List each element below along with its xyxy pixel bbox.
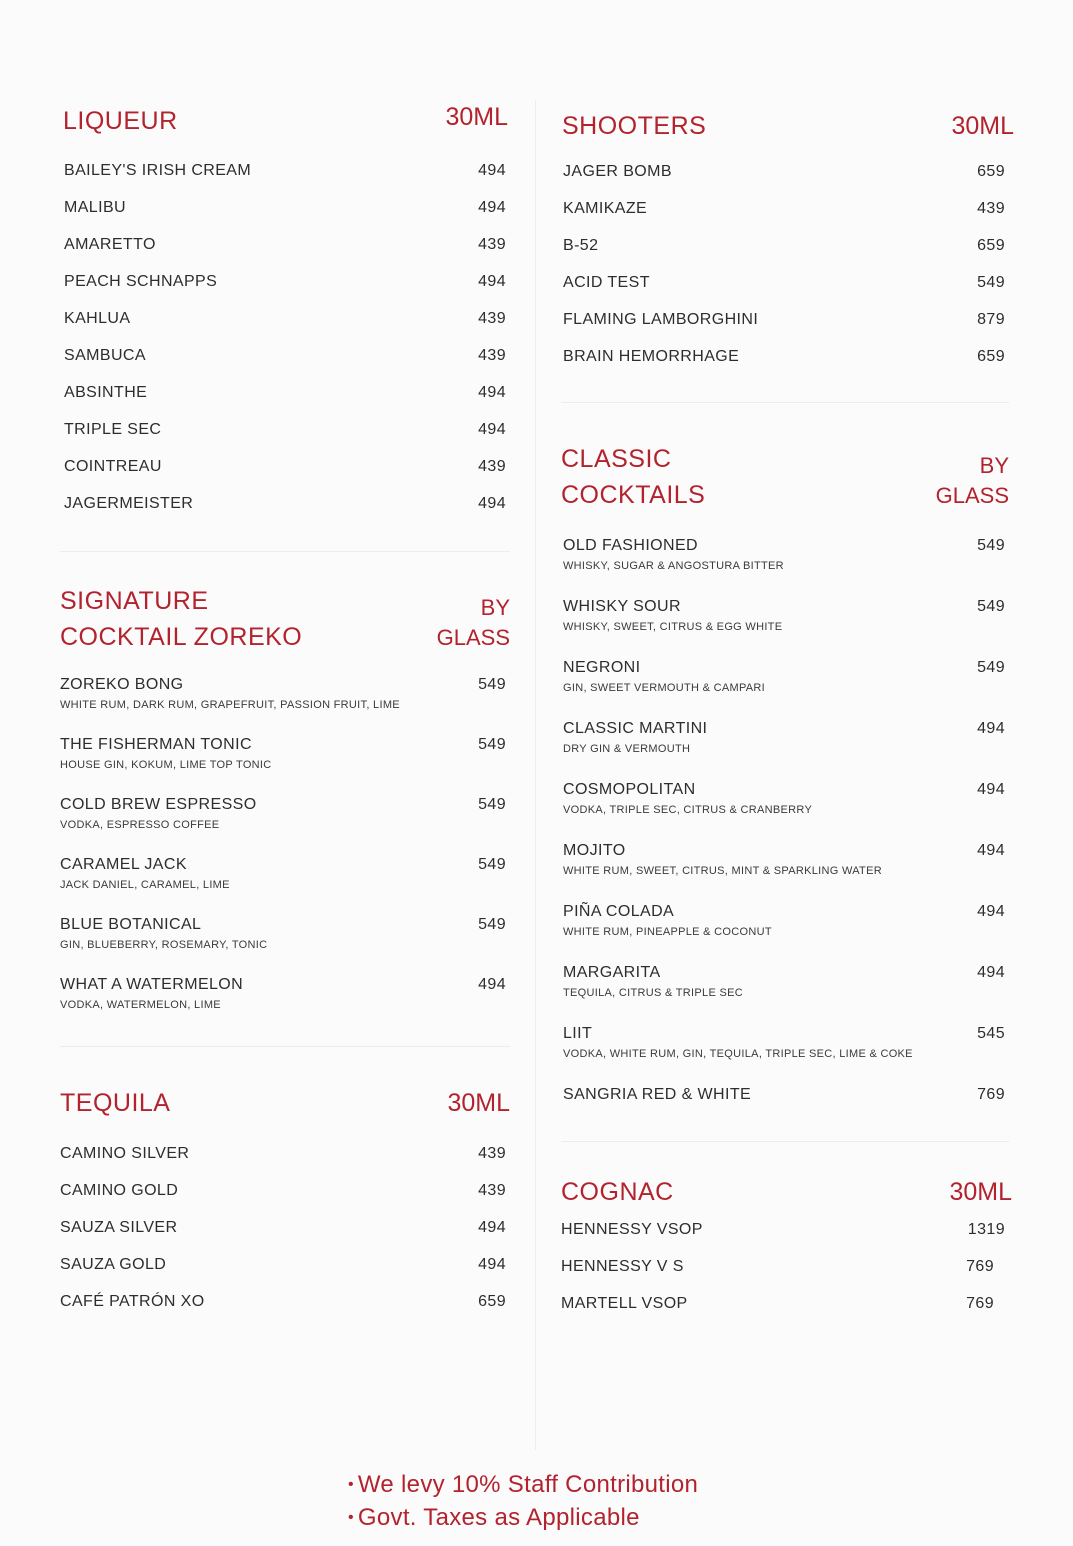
menu-item: CAFÉ PATRÓN XO 659	[60, 1293, 506, 1310]
menu-item: MARGARITA 494 TEQUILA, CITRUS & TRIPLE SEC	[563, 964, 1005, 999]
liqueur-unit: 30ML	[445, 103, 508, 131]
menu-item: HENNESSY V S 769	[561, 1258, 994, 1275]
menu-item: KAHLUA 439	[64, 310, 506, 327]
menu-item: CAMINO SILVER 439	[60, 1145, 506, 1162]
classic-title-line2: COCKTAILS	[561, 481, 706, 509]
tequila-section	[60, 1085, 510, 1329]
signature-section	[60, 583, 510, 1035]
liqueur-title: LIQUEUR	[63, 107, 178, 135]
section-divider	[561, 402, 1009, 403]
menu-item: WHAT A WATERMELON 494 VODKA, WATERMELON, LIME	[60, 976, 506, 1011]
menu-item: CAMINO GOLD 439	[60, 1182, 506, 1199]
menu-item: ZOREKO BONG 549 WHITE RUM, DARK RUM, GRAPEFRUIT, PASSION FRUIT, LIME	[60, 676, 506, 711]
section-divider	[60, 551, 510, 552]
menu-item: TRIPLE SEC 494	[64, 421, 506, 438]
menu-item: MALIBU 494	[64, 199, 506, 216]
shooters-title: SHOOTERS	[562, 112, 707, 140]
menu-item: ACID TEST 549	[563, 274, 1005, 291]
menu-item: SAUZA GOLD 494	[60, 1256, 506, 1273]
cognac-section	[561, 1174, 1012, 1331]
menu-item: KAMIKAZE 439	[563, 200, 1005, 217]
footer-notes	[348, 1470, 698, 1536]
menu-item: ABSINTHE 494	[64, 384, 506, 401]
classic-section	[561, 441, 1009, 1115]
menu-item: FLAMING LAMBORGHINI 879	[563, 311, 1005, 328]
menu-item: MOJITO 494 WHITE RUM, SWEET, CITRUS, MINT & SPARKLING WATER	[563, 842, 1005, 877]
shooters-section	[561, 108, 1014, 384]
menu-item: JAGERMEISTER 494	[64, 495, 506, 512]
menu-item: COINTREAU 439	[64, 458, 506, 475]
menu-item: CARAMEL JACK 549 JACK DANIEL, CARAMEL, LIME	[60, 856, 506, 891]
menu-item: SAMBUCA 439	[64, 347, 506, 364]
signature-unit-line2: GLASS	[436, 625, 510, 650]
menu-item: MARTELL VSOP 769	[561, 1295, 994, 1312]
menu-item: AMARETTO 439	[64, 236, 506, 253]
menu-item: PIÑA COLADA 494 WHITE RUM, PINEAPPLE & COCONUT	[563, 903, 1005, 938]
menu-item: LIIT 545 VODKA, WHITE RUM, GIN, TEQUILA, TRIPLE SEC, LIME & COKE	[563, 1025, 1005, 1060]
menu-item: OLD FASHIONED 549 WHISKY, SUGAR & ANGOSTURA BITTER	[563, 537, 1005, 572]
signature-unit-line1: BY	[480, 595, 510, 620]
menu-item: HENNESSY VSOP 1319	[561, 1221, 1005, 1238]
cognac-title: COGNAC	[561, 1178, 674, 1206]
signature-title-line2: COCKTAIL ZOREKO	[60, 623, 303, 651]
menu-item: COSMOPOLITAN 494 VODKA, TRIPLE SEC, CITRUS & CRANBERRY	[563, 781, 1005, 816]
cognac-unit: 30ML	[949, 1178, 1012, 1206]
menu-item: NEGRONI 549 GIN, SWEET VERMOUTH & CAMPARI	[563, 659, 1005, 694]
section-divider	[561, 1141, 1009, 1142]
menu-item: PEACH SCHNAPPS 494	[64, 273, 506, 290]
menu-item: JAGER BOMB 659	[563, 163, 1005, 180]
tequila-title: TEQUILA	[60, 1089, 171, 1117]
signature-title-line1: SIGNATURE	[60, 587, 209, 615]
menu-item: BAILEY'S IRISH CREAM 494	[64, 162, 506, 179]
menu-item: BLUE BOTANICAL 549 GIN, BLUEBERRY, ROSEMARY, TONIC	[60, 916, 506, 951]
tequila-unit: 30ML	[447, 1089, 510, 1117]
section-divider	[60, 1046, 510, 1047]
menu-item: SANGRIA RED & WHITE 769	[563, 1086, 1005, 1103]
menu-item: WHISKY SOUR 549 WHISKY, SWEET, CITRUS & EGG WHITE	[563, 598, 1005, 633]
liqueur-section	[60, 103, 510, 531]
menu-item: BRAIN HEMORRHAGE 659	[563, 348, 1005, 365]
govt-taxes-note: • Govt. Taxes as Applicable	[348, 1503, 698, 1536]
menu-item: COLD BREW ESPRESSO 549 VODKA, ESPRESSO COFFEE	[60, 796, 506, 831]
classic-unit-line1: BY	[979, 453, 1009, 478]
menu-item: SAUZA SILVER 494	[60, 1219, 506, 1236]
classic-title-line1: CLASSIC	[561, 445, 672, 473]
column-divider	[535, 100, 536, 1450]
menu-item: CLASSIC MARTINI 494 DRY GIN & VERMOUTH	[563, 720, 1005, 755]
menu-item: THE FISHERMAN TONIC 549 HOUSE GIN, KOKUM, LIME TOP TONIC	[60, 736, 506, 771]
staff-contribution-note: • We levy 10% Staff Contribution	[348, 1470, 698, 1503]
shooters-unit: 30ML	[951, 112, 1014, 140]
classic-unit-line2: GLASS	[935, 483, 1009, 508]
menu-item: B-52 659	[563, 237, 1005, 254]
